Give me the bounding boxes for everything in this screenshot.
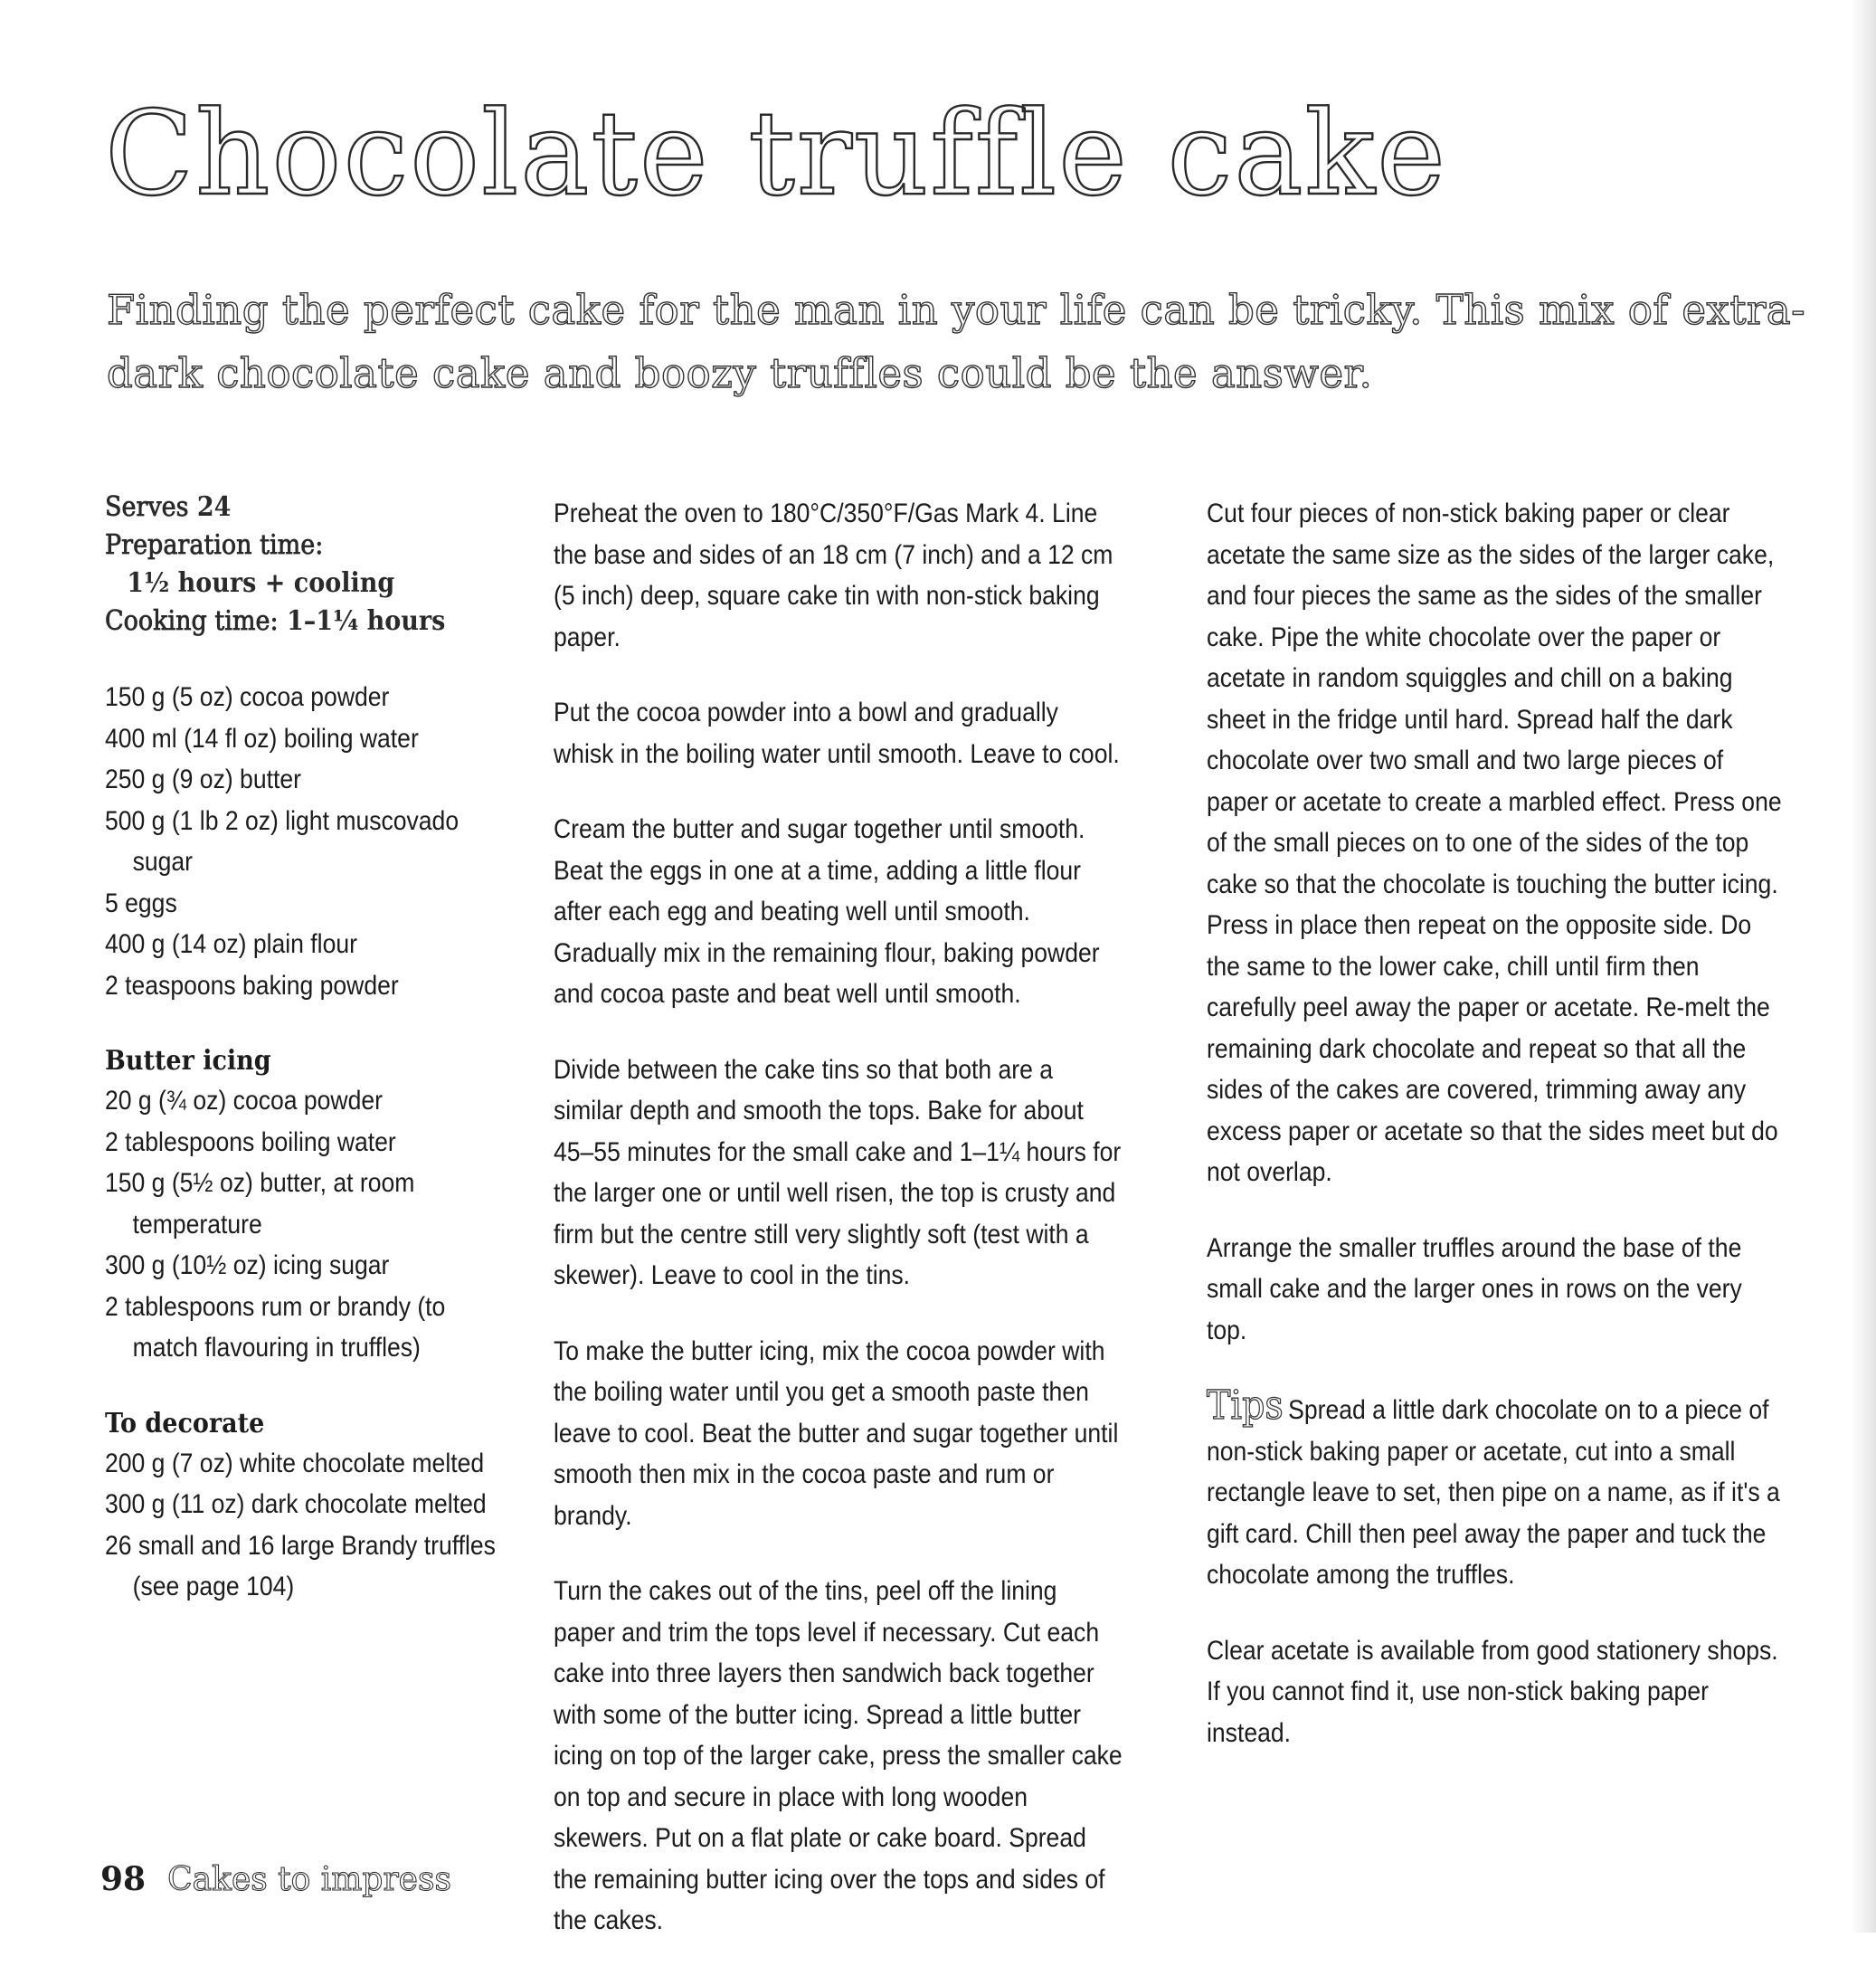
method-step: Put the cocoa powder into a bowl and gradually whisk in the boiling water until smooth. Leave to cool. <box>554 698 1120 769</box>
cook-time-label: Cooking time: <box>105 605 279 637</box>
ingredient-item: 300 g (11 oz) dark chocolate melted <box>105 1489 487 1519</box>
acetate-note: Clear acetate is available from good stationery shops. If you cannot find it, use non-stick baking paper instead. <box>1207 1635 1778 1748</box>
section-name: Cakes to impress <box>167 1861 451 1898</box>
ingredient-item: 26 small and 16 large Brandy truffles (see page 104) <box>105 1530 496 1601</box>
ingredient-item: 200 g (7 oz) white chocolate melted <box>105 1448 485 1478</box>
method-step: Cut four pieces of non-stick baking paper or clear acetate the same size as the sides of the larger cake, and four pieces the same as the sides of the smaller cake. Pipe the white chocolate over the paper or acetate in random squiggles and chill on a baking sheet in the fridge until hard. Spread half the dark chocolate over two small and two large pieces of paper or acetate to create a marbled effect. Press one of the small pieces on to one of the sides of the top cake so that the chocolate is touching the butter icing. Press in place then repeat on the opposite side. Do the same to the lower cake, chill until firm then carefully peel away the paper or acetate. Re-melt the remaining dark chocolate and repeat so that all the sides of the cakes are covered, trimming away any excess paper or acetate so that the sides meet but do not overlap. <box>1207 499 1782 1187</box>
ingredient-item: 250 g (9 oz) butter <box>105 765 301 794</box>
page-footer <box>100 1859 451 1900</box>
cook-time-value: 1–1¼ hours <box>286 605 446 637</box>
ingredient-item: 2 tablespoons boiling water <box>105 1126 396 1157</box>
ingredients-column <box>105 489 504 1608</box>
method-step: To make the butter icing, mix the cocoa powder with the boiling water until you get a smooth paste then leave to cool. Beat the butter and sugar together until smooth then mix in the cocoa paste and rum or brandy. <box>554 1335 1119 1531</box>
ingredient-item: 20 g (¾ oz) cocoa powder <box>105 1086 383 1116</box>
ingredient-list <box>105 677 504 1006</box>
recipe-title: Chocolate truffle cake <box>105 87 1447 222</box>
prep-time-label: Preparation time: <box>105 529 324 561</box>
prep-time-value: 1½ hours + cooling <box>127 567 395 599</box>
method-column-1 <box>554 493 1123 1976</box>
ingredient-item: 5 eggs <box>105 888 177 918</box>
ingredient-item: 300 g (10½ oz) icing sugar <box>105 1250 390 1280</box>
prep-time-label-line <box>105 527 504 565</box>
page-edge-shadow <box>1851 0 1876 1933</box>
ingredient-item: 400 g (14 oz) plain flour <box>105 929 357 959</box>
method-column-2 <box>1207 493 1785 1788</box>
butter-icing-list <box>105 1080 504 1369</box>
page-number: 98 <box>100 1860 147 1898</box>
ingredient-item: 150 g (5½ oz) butter, at room temperature <box>105 1168 415 1240</box>
tips-label: Tips <box>1207 1382 1284 1429</box>
ingredient-item: 400 ml (14 fl oz) boiling water <box>105 723 419 754</box>
method-step: Divide between the cake tins so that both are a similar depth and smooth the tops. Bake for about 45–55 minutes for the small cake and 1–1¼ hours for the larger one or until well risen, the top is crusty and firm but the centre still very slightly soft (test with a skewer). Leave to cool in the tins. <box>554 1054 1122 1290</box>
prep-time-value-line <box>105 565 504 603</box>
serves-label: Serves <box>105 491 189 523</box>
ingredient-item: 150 g (5 oz) cocoa powder <box>105 682 390 712</box>
recipe-intro: Finding the perfect cake for the man in your life can be tricky. This mix of extra-dark chocolate cake and boozy truffles could be the answer. <box>107 286 1805 397</box>
serves-value: 24 <box>196 491 232 523</box>
method-step: Cream the butter and sugar together until smooth. Beat the eggs in one at a time, adding a little flour after each egg and beating well until smooth. Gradually mix in the remaining flour, baking powder and cocoa paste and beat well until smooth. <box>554 814 1100 1009</box>
decorate-list <box>105 1443 504 1608</box>
ingredient-item: 500 g (1 lb 2 oz) light muscovado sugar <box>105 805 460 877</box>
method-step: Arrange the smaller truffles around the base of the small cake and the larger ones in rows on the very top. <box>1207 1232 1742 1345</box>
serves-line <box>105 489 504 527</box>
cook-time-line <box>105 603 504 641</box>
decorate-heading: To decorate <box>105 1407 265 1439</box>
ingredient-item: 2 tablespoons rum or brandy (to match flavouring in truffles) <box>105 1291 446 1363</box>
butter-icing-heading: Butter icing <box>105 1045 271 1077</box>
method-step: Preheat the oven to 180°C/350°F/Gas Mark 4. Line the base and sides of an 18 cm (7 inch) and a 12 cm (5 inch) deep, square cake tin with non-stick baking paper. <box>554 499 1113 652</box>
tips-text: Spread a little dark chocolate on to a piece of non-stick baking paper or acetate, cut into a small rectangle leave to set, then pipe on a name, as if it's a gift card. Chill then peel away the paper and tuck the chocolate among the truffles. <box>1207 1395 1780 1590</box>
method-step: Turn the cakes out of the tins, peel off the lining paper and trim the tops level if necessary. Cut each cake into three layers then sandwich back together with some of the butter icing. Spread a little butter icing on top of the larger cake, press the smaller cake on top and secure in place with long wooden skewers. Put on a flat plate or cake board. Spread the remaining butter icing over the tops and sides of the cakes. <box>554 1576 1123 1935</box>
ingredient-item: 2 teaspoons baking powder <box>105 970 399 1001</box>
tips-paragraph <box>1207 1382 1785 1596</box>
